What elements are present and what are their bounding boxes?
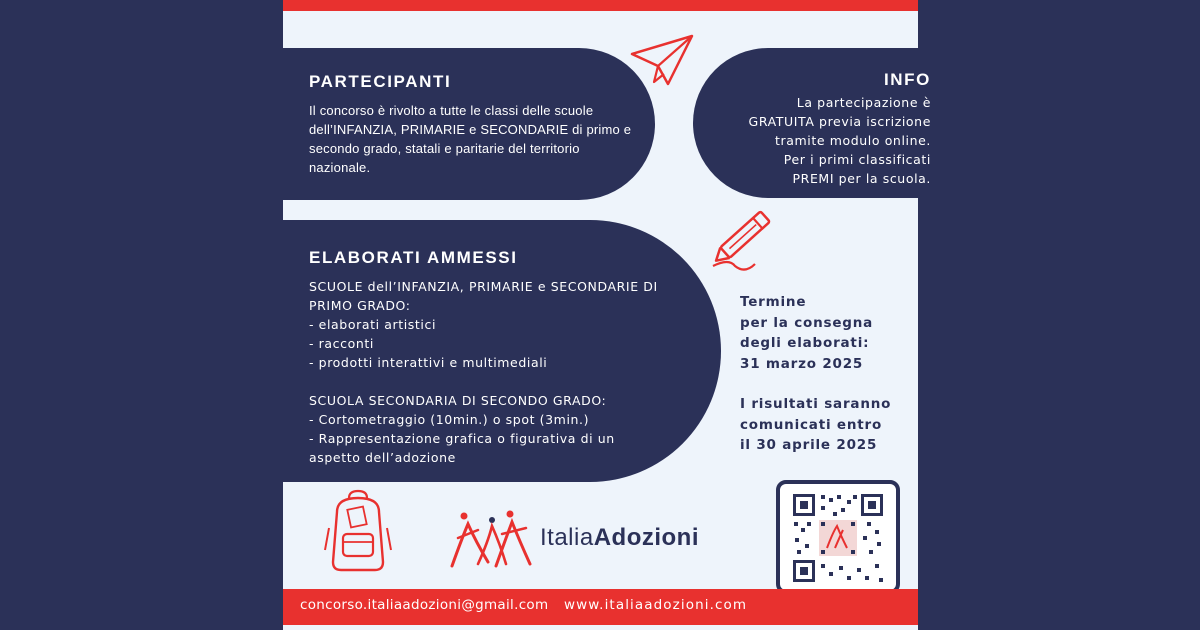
poster	[283, 0, 931, 630]
partecipanti-line: secondo grado, statali e paritarie del territorio	[309, 141, 580, 156]
partecipanti-line: dell’INFANZIA, PRIMARIE e SECONDARIE di primo e	[309, 122, 632, 137]
backpack-icon	[323, 490, 393, 575]
results-line: comunicati entro	[740, 416, 883, 433]
logo-wordmark	[540, 524, 699, 552]
partecipanti-line: nazionale.	[309, 160, 371, 175]
footer-bar	[283, 589, 918, 625]
pencil-icon	[705, 196, 787, 276]
elaborati-line: SCUOLE dell’INFANZIA, PRIMARIE e SECONDARIE DI	[309, 279, 658, 294]
info-text	[703, 93, 931, 188]
partecipanti-line: Il concorso è rivolto a tutte le classi delle scuole	[309, 103, 594, 118]
website-link[interactable]: www.italiaadozioni.com	[564, 597, 748, 613]
elaborati-line: - prodotti interattivi e multimediali	[309, 355, 548, 370]
info-line: GRATUITA previa iscrizione	[748, 114, 931, 129]
elaborati-title: ELABORATI AMMESSI	[309, 248, 518, 267]
italiaadozioni-logo	[448, 508, 748, 572]
elaborati-line: aspetto dell’adozione	[309, 450, 456, 465]
info-line: tramite modulo online.	[775, 133, 931, 148]
elaborati-line: - elaborati artistici	[309, 317, 437, 332]
partecipanti-card	[283, 48, 655, 200]
results-line: il 30 aprile 2025	[740, 437, 878, 453]
results-line: I risultati saranno	[740, 396, 892, 412]
logo-part2: Adozioni	[593, 524, 700, 551]
info-title: INFO	[883, 70, 931, 89]
info-line: La partecipazione è	[796, 95, 931, 110]
elaborati-card	[283, 220, 721, 482]
logo-figures-icon	[448, 508, 534, 572]
info-line: PREMI per la scuola.	[792, 171, 931, 186]
deadline-line: per la consegna	[740, 314, 874, 331]
logo-part1: Italia	[540, 524, 594, 551]
top-red-bar	[283, 0, 918, 11]
qr-code-icon	[791, 492, 885, 584]
info-card	[693, 48, 953, 198]
deadline-line: Termine	[740, 294, 807, 310]
elaborati-line: - racconti	[309, 336, 374, 351]
elaborati-line: - Rappresentazione grafica o figurativa di un	[309, 431, 615, 446]
info-line: Per i primi classificati	[783, 152, 931, 167]
deadline-text	[740, 292, 915, 456]
deadline-line: 31 marzo 2025	[740, 355, 864, 372]
deadline-line: degli elaborati:	[740, 335, 870, 351]
elaborati-line: - Cortometraggio (10min.) o spot (3min.)	[309, 412, 590, 427]
qr-code-card[interactable]	[776, 480, 900, 594]
elaborati-line: SCUOLA SECONDARIA DI SECONDO GRADO:	[309, 393, 607, 408]
contact-email-link[interactable]: concorso.italiaadozioni@gmail.com	[300, 597, 549, 613]
partecipanti-text	[309, 101, 635, 177]
paper-plane-icon	[628, 32, 698, 92]
elaborati-line: PRIMO GRADO:	[309, 298, 411, 313]
partecipanti-title: PARTECIPANTI	[309, 72, 452, 91]
elaborati-text	[309, 277, 701, 467]
